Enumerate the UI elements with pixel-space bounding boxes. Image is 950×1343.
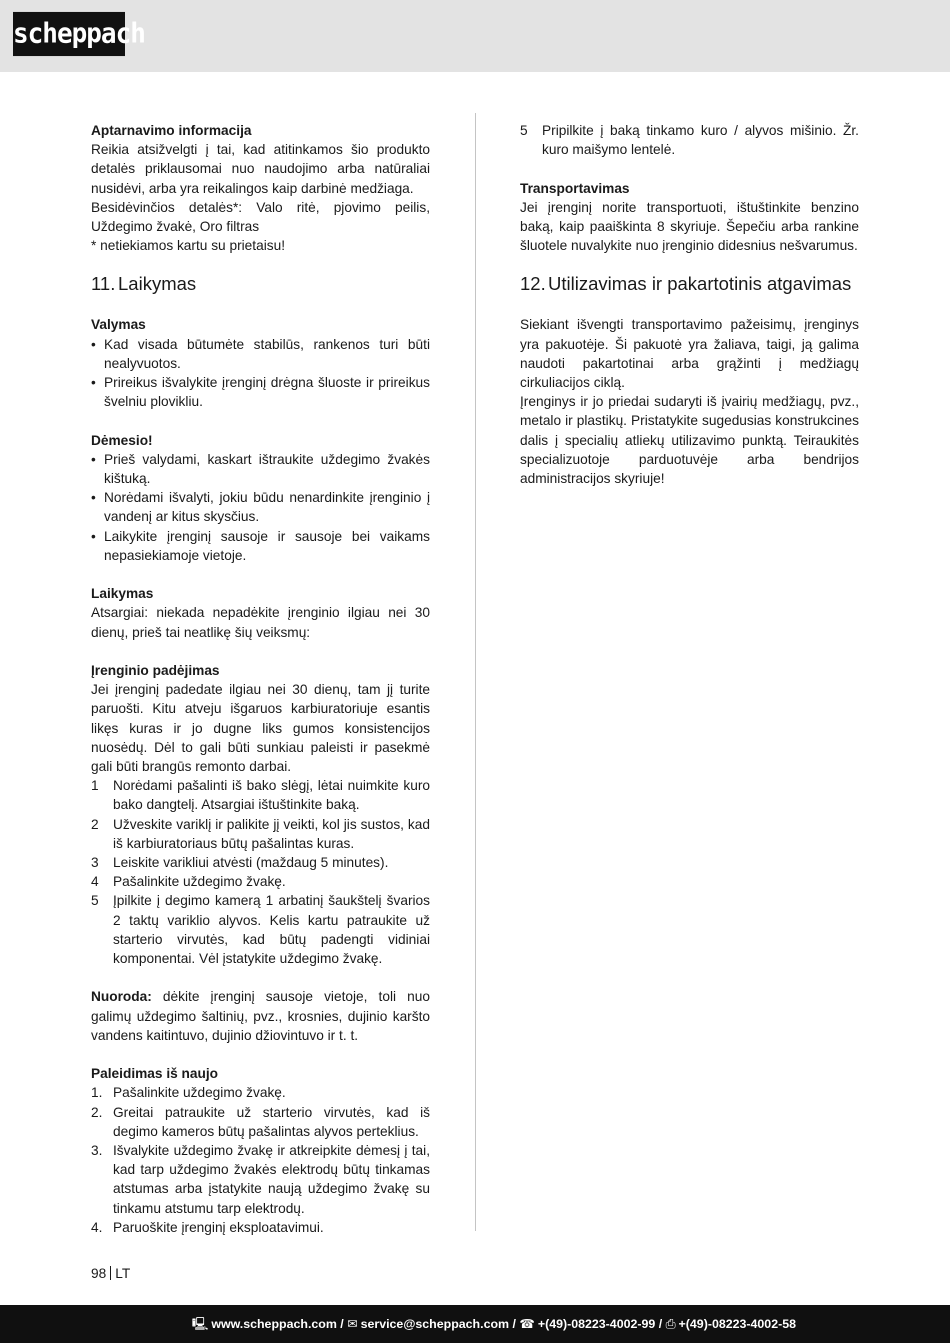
right-column [520,121,859,488]
step-number: 1 [91,778,99,794]
disposal-text-2: Įrenginys ir jo priedai sudaryti iš įvairių medžiagų, pvz., metalo ir plastikų. Pristatykite sugedusias konstrukcines dalis į specialių atliekų utilizavimo punktą. Teiraukitės specializuotoje parduotuvėje arba bendrijos administracijos skyriuje! [520,394,859,487]
list-item [91,872,430,891]
step-number: 2. [91,1104,103,1120]
list-item [520,121,859,159]
step-number: 4. [91,1219,103,1235]
restart-heading: Paleidimas iš naujo [91,1066,219,1082]
step-number: 1. [91,1085,103,1101]
cleaning-list [91,335,430,412]
step-text: Išvalykite uždegimo žvakę ir atkreipkite dėmesį į tai, kad tarp uždegimo žvakės elektrodų būtų tinkamas atstumas arba įstatykite naują uždegimo žvakę su tinkamu atstumu tarp elektrodų. [113,1143,430,1216]
telephone-icon: ☎ [519,1316,535,1331]
restart-steps [91,1083,430,1237]
disposal-text-1: Siekiant išvengti transportavimo pažeisimų, įrenginys yra pakuotėje. Ši pakuotė yra žaliava, taigi, ją galima naudoti pakartotinai arba grąžinti į medžiagų cirkuliacijos ciklą. [520,317,859,391]
step-number: 5 [520,123,528,138]
section-title: Utilizavimas ir pakartotinis atgavimas [548,273,852,295]
service-info-text: Reikia atsižvelgti į tai, kad atitinkamos šio produkto detalės priklausomai nuo naudojimo arba natūraliai nusidėvi, arba yra reikalingos kaip darbinė medžiaga. [91,142,430,196]
list-item [91,1083,430,1102]
not-included-note: * netiekiamos kartu su prietaisu! [91,238,285,254]
list-item [91,853,430,872]
step-text: Norėdami pašalinti iš bako slėgį, lėtai nuimkite kuro bako dangtelį. Atsargiai ištuštinkite baką. [113,778,430,813]
left-column [91,121,430,1237]
placement-heading: Įrenginio padėjimas [91,663,220,679]
fax-icon: ⎙ [665,1316,676,1331]
list-item: • Laikykite įrenginį sausoje ir sausoje bei vaikams nepasiekiamoje vietoje. [91,527,430,565]
header-band [0,0,950,72]
list-item [91,891,430,968]
step-text: Pašalinkite uždegimo žvakę. [113,874,286,890]
cleaning-heading: Valymas [91,317,146,333]
wear-parts-text: Besidėvinčios detalės*: Valo ritė, pjovimo peilis, Uždegimo žvakė, Oro filtras [91,199,430,235]
footer-contacts [192,1305,796,1343]
list-item: • Kad visada būtumėte stabilūs, rankenos turi būti nealyvuotos. [91,335,430,373]
attention-list [91,450,430,565]
step-text: Įpilkite į degimo kamerą 1 arbatinį šaukštelį švarios 2 taktų variklio alyvos. Kelis kartu patraukite už starterio virvutės, kad būtų padengti vidiniai komponentai. Vėl įstatykite uždegimo žvakę. [113,893,430,967]
footer-fax: +(49)-08223-4002-58 [678,1317,796,1331]
transport-text: Jei įrenginį norite transportuoti, ištuštinkite benzino baką, kaip paaiškinta 8 skyriuje. Šepečiu arba rankine šluotele nuvalykite nuo įrenginio didesnius nešvarumus. [520,199,859,254]
list-item [91,1218,430,1237]
step-number: 2 [91,816,99,832]
footer-bar [0,1305,950,1343]
page-number-value: 98 [91,1266,107,1281]
list-item: • Prieš valydami, kaskart ištraukite uždegimo žvakės kištuką. [91,450,430,488]
list-item: • Prireikus išvalykite įrenginį drėgna šluoste ir prireikus švelniu plovikliu. [91,373,430,411]
service-info-heading: Aptarnavimo informacija [91,123,252,138]
step-text: Pašalinkite uždegimo žvakę. [113,1085,286,1101]
list-item [91,815,430,853]
scheppach-logo: scheppach [13,12,125,56]
step-number: 3 [91,855,99,871]
section-title: Laikymas [118,273,197,295]
section-12-heading [520,274,859,294]
list-item [91,776,430,814]
placement-text: Jei įrenginį padedate ilgiau nei 30 dienų, tam jį turite paruošti. Kitu atveju išgaruos karbiuratoriuje esantis likęs kuras ir jo dugne liks gumos konsistencijos nuosėdų. Dėl to gali būti sunkiau paleisti ir pasekmė gali būti brangūs remonto darbai. [91,682,430,775]
list-item [91,1141,430,1218]
hint-label: Nuoroda: [91,989,152,1005]
restart-steps-continued [520,121,859,159]
attention-heading: Dėmesio! [91,432,153,448]
storage-heading: Laikymas [91,586,154,602]
footer-email[interactable]: service@scheppach.com / [360,1317,516,1331]
footer-website[interactable]: www.scheppach.com / [211,1317,344,1331]
hint-paragraph [91,987,430,1045]
section-11-heading [91,274,430,294]
step-number: 3. [91,1143,103,1159]
page-language: LT [115,1266,131,1281]
list-item [91,1103,430,1141]
footer-phone: +(49)-08223-4002-99 / [537,1317,663,1331]
transport-heading: Transportavimas [520,180,630,196]
column-divider [475,113,476,1231]
placement-steps [91,776,430,968]
section-number: 11. [91,273,116,295]
hint-text: dėkite įrenginį sausoje vietoje, toli nuo galimų uždegimo šaltinių, pvz., krosnies, dujinio karšto vandens kaitintuvo, dujinio džiovintuvo ir t. t. [91,989,430,1043]
step-text: Greitai patraukite už starterio virvutės, kad iš degimo kameros būtų pašalintas alyvos perteklius. [113,1104,430,1139]
step-number: 4 [91,874,99,890]
storage-text: Atsargiai: niekada nepadėkite įrenginio ilgiau nei 30 dienų, prieš tai neatlikę šių veiksmų: [91,605,430,640]
step-number: 5 [91,893,99,909]
computer-icon: 🖳 [191,1316,209,1331]
section-number: 12. [520,273,546,295]
list-item: • Norėdami išvalyti, jokiu būdu nenardinkite įrenginio į vandenį ar kitus skysčius. [91,488,430,526]
step-text: Leiskite varikliui atvėsti (maždaug 5 minutes). [113,855,389,871]
page-number [91,1264,130,1283]
step-text: Pripilkite į baką tinkamo kuro / alyvos mišinio. Žr. kuro maišymo lentelė. [542,123,859,158]
page-number-separator [110,1266,111,1280]
envelope-icon: ✉ [347,1316,358,1331]
step-text: Paruoškite įrenginį eksploatavimui. [113,1219,324,1235]
step-text: Užveskite variklį ir palikite jį veikti, kol jis sustos, kad iš karbiuratoriaus būtų pašalintas kuras. [113,816,430,851]
